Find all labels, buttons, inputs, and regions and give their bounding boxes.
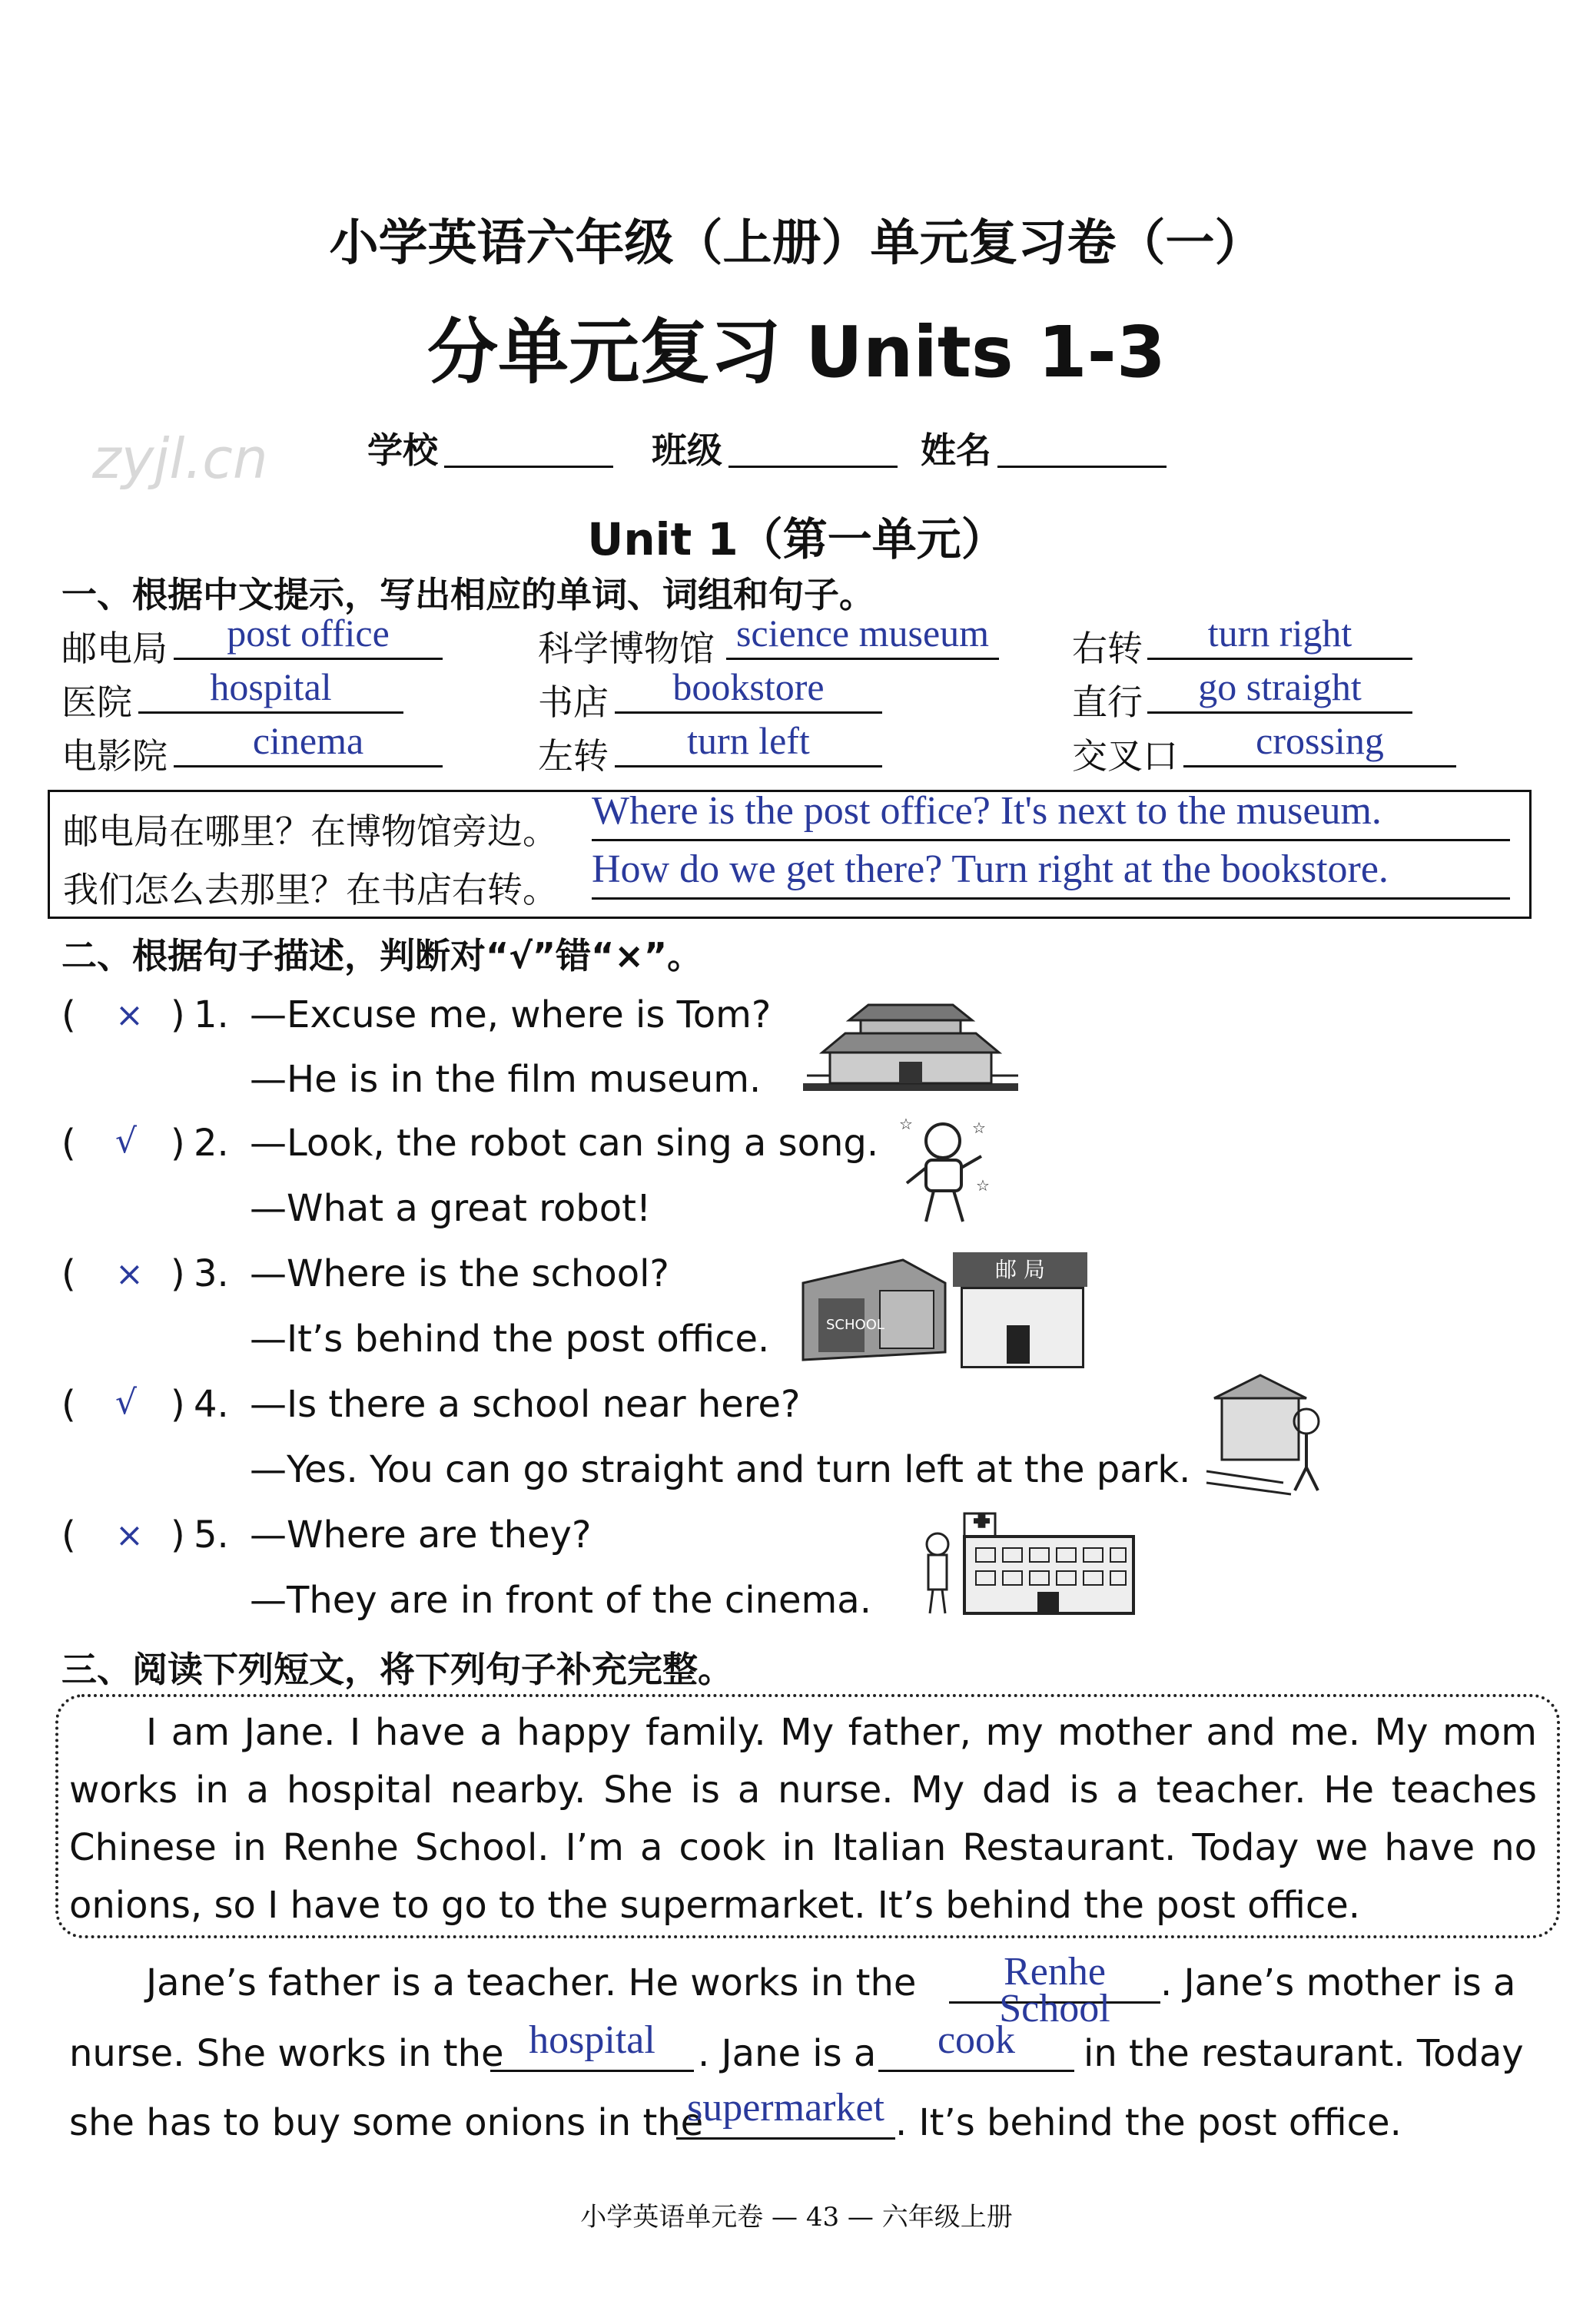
vocab-label: 电影院 [61,735,168,777]
paren-open: ( [61,1513,76,1557]
vocab-answer[interactable]: hospital [138,668,403,714]
judge-mark[interactable]: × [115,996,144,1035]
part1-heading: 一、根据中文提示，写出相应的单词、词组和句子。 [61,574,874,615]
paren-close: ) [171,1383,185,1426]
question-line: —It’s behind the post office. [250,1318,770,1361]
paren-open: ( [61,1383,76,1426]
fill-text: . Jane is a [698,2032,877,2075]
question-line: —Yes. You can go straight and turn left at the park. [250,1448,1191,1491]
school-field[interactable] [444,423,613,468]
question-line: —Excuse me, where is Tom? [250,993,772,1036]
svg-text:SCHOOL: SCHOOL [826,1317,884,1333]
vocab-label: 左转 [538,735,609,777]
judge-mark[interactable]: √ [115,1383,138,1422]
vocab-answer[interactable]: science museum [726,615,999,660]
part2-heading: 二、根据句子描述，判断对“√”错“×”。 [61,935,703,976]
vocab-answer[interactable]: post office [174,615,443,660]
sentence-answer[interactable]: How do we get there? Turn right at the bookstore. [592,851,1510,900]
vocab-answer[interactable]: turn left [615,722,882,767]
vocab-label: 书店 [538,681,609,723]
fill-text: nurse. She works in the [69,2032,504,2075]
judge-mark[interactable]: √ [115,1122,138,1161]
page-subtitle: 分单元复习 Units 1-3 [427,311,1166,393]
question-line: —He is in the film museum. [250,1058,762,1101]
vocab-label: 邮电局 [61,628,168,669]
robot-illustration [895,1114,995,1229]
vocab-label: 直行 [1072,681,1143,723]
fill-blank[interactable]: cook [878,2022,1074,2072]
vocab-label: 医院 [61,681,132,723]
question-line: —Where are they? [250,1513,592,1557]
fill-blank[interactable]: hospital [490,2022,694,2072]
vocab-answer[interactable]: cinema [174,722,443,767]
paren-close: ) [171,1122,185,1165]
vocab-label: 科学博物馆 [538,628,715,669]
vocab-label: 右转 [1072,628,1143,669]
svg-text:☆: ☆ [972,1119,986,1137]
paren-open: ( [61,1122,76,1165]
question-line: —They are in front of the cinema. [250,1579,871,1622]
class-field[interactable] [728,423,898,468]
fill-text: . Jane’s mother is a [1160,1961,1516,2004]
fill-text: Jane’s father is a teacher. He works in the [146,1961,917,2004]
paren-close: ) [171,1513,185,1557]
paren-close: ) [171,993,185,1036]
name-label: 姓名 [921,429,991,471]
tiananmen-illustration [799,999,1022,1099]
question-number: 1. [194,993,229,1036]
question-number: 5. [194,1513,229,1557]
class-label: 班级 [652,429,722,471]
sentence-label: 邮电局在哪里？在博物馆旁边。 [63,811,558,852]
fill-blank[interactable]: supermarket [676,2090,895,2140]
unit-heading: Unit 1（第一单元） [587,513,1006,565]
question-line: —Is there a school near here? [250,1383,801,1426]
fill-text: in the restaurant. Today [1084,2032,1524,2075]
part3-heading: 三、阅读下列短文，将下列句子补充完整。 [61,1649,733,1690]
judge-mark[interactable]: × [115,1255,144,1294]
watermark: zyjl.cn [92,426,268,491]
fill-blank[interactable]: Renhe School [949,1954,1160,2004]
fill-text: she has to buy some onions in the [69,2101,704,2144]
question-number: 4. [194,1383,229,1426]
page-title: 小学英语六年级（上册）单元复习卷（一） [329,215,1264,272]
question-number: 3. [194,1252,229,1295]
question-line: —What a great robot! [250,1187,652,1230]
vocab-answer[interactable]: turn right [1147,615,1412,660]
hospital-illustration [914,1506,1137,1621]
vocab-answer[interactable]: crossing [1183,722,1456,767]
judge-mark[interactable]: × [115,1516,144,1555]
vocab-label: 交叉口 [1072,735,1178,777]
paren-close: ) [171,1252,185,1295]
question-line: —Look, the robot can sing a song. [250,1122,879,1165]
question-number: 2. [194,1122,229,1165]
boy-walking-illustration [1199,1368,1352,1498]
page-footer: 小学英语单元卷 — 43 — 六年级上册 [580,2202,1013,2233]
school-illustration [788,1252,953,1364]
fill-text: . It’s behind the post office. [895,2101,1402,2144]
paren-open: ( [61,1252,76,1295]
sentence-label: 我们怎么去那里？在书店右转。 [63,869,558,910]
sentence-answer[interactable]: Where is the post office? It's next to the museum. [592,793,1510,841]
paren-open: ( [61,993,76,1036]
question-line: —Where is the school? [250,1252,669,1295]
vocab-answer[interactable]: go straight [1147,668,1412,714]
post-office-sign: 邮 局 [953,1252,1087,1287]
svg-text:☆: ☆ [976,1176,990,1195]
school-label: 学校 [367,429,438,471]
post-office-illustration [953,1252,1087,1364]
vocab-answer[interactable]: bookstore [615,668,882,714]
svg-text:☆: ☆ [899,1115,913,1133]
name-field[interactable] [997,423,1167,468]
reading-passage: I am Jane. I have a happy family. My father, my mother and me. My mom works in a hospital nearby. She is a nurse. My dad is a teacher. He teaches Chinese in Renhe School. I’m a cook in Italian Restaurant. Today we have no onions, so I have to go to the supermarket. It’s behind the post office. [69,1711,1537,1927]
